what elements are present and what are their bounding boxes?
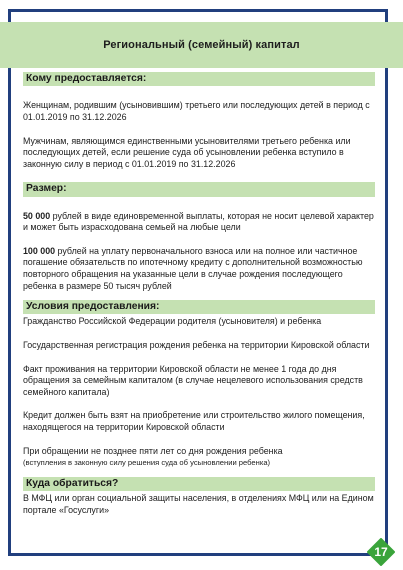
heading-where: Куда обратиться?	[23, 477, 375, 491]
where-text: В МФЦ или орган социальной защиты населения, в отделениях МФЦ или на Едином портале «Госуслуги»	[23, 493, 374, 515]
who-men: Мужчинам, являющимся единственными усыновителями третьего ребенка или последующих детей, если решение суда об усыновлении ребенка вступило в законную силу в период с 01.01.2019 по 31.12.2026	[23, 135, 351, 169]
title-bar	[0, 22, 403, 68]
heading-size: Размер:	[23, 182, 375, 196]
who-women: Женщинам, родившим (усыновившим) третьего или последующих детей в период с 01.01.2019 по 31.12.2026	[23, 100, 370, 122]
size-mortgage-text: рублей на уплату первоначального взноса или на полное или частичное погашение обязательств по ипотечному кредиту с дополнительной возможностью повторного обращения на указанные цели в случае рождения последующего ребенка в размере 50 тысяч рублей	[23, 245, 363, 291]
size-one-time	[23, 211, 375, 234]
condition-deadline-note: (вступления в законную силу решения суда об усыновлении ребенка)	[23, 458, 271, 468]
condition-citizenship: Гражданство Российской Федерации родителя (усыновителя) и ребенка	[23, 316, 322, 327]
size-one-time-text: рублей в виде единовременной выплаты, которая не носит целевой характер и может быть израсходована семьей на любые цели	[23, 210, 374, 233]
condition-residence: Факт проживания на территории Кировской области не менее 1 года до дня обращения за семейным капиталом (в случае нецелевого использования средств семейного капитала)	[23, 363, 363, 397]
condition-credit: Кредит должен быть взят на приобретение или строительство жилого помещения, находящегося на территории Кировской области	[23, 410, 365, 432]
amount-50000: 50 000	[23, 210, 51, 221]
heading-who: Кому предоставляется:	[23, 72, 375, 86]
page-number-badge	[367, 538, 395, 566]
page-number: 17	[374, 545, 388, 559]
condition-deadline	[23, 446, 375, 469]
condition-deadline-text: При обращении не позднее пяти лет со дня рождения ребенка	[23, 445, 283, 456]
content	[23, 72, 375, 528]
heading-conditions: Условия предоставления:	[23, 300, 375, 314]
size-mortgage	[23, 246, 375, 292]
amount-100000: 100 000	[23, 245, 56, 256]
condition-registration: Государственная регистрация рождения ребенка на территории Кировской области	[23, 340, 370, 351]
page-title: Региональный (семейный) капитал	[103, 39, 300, 51]
